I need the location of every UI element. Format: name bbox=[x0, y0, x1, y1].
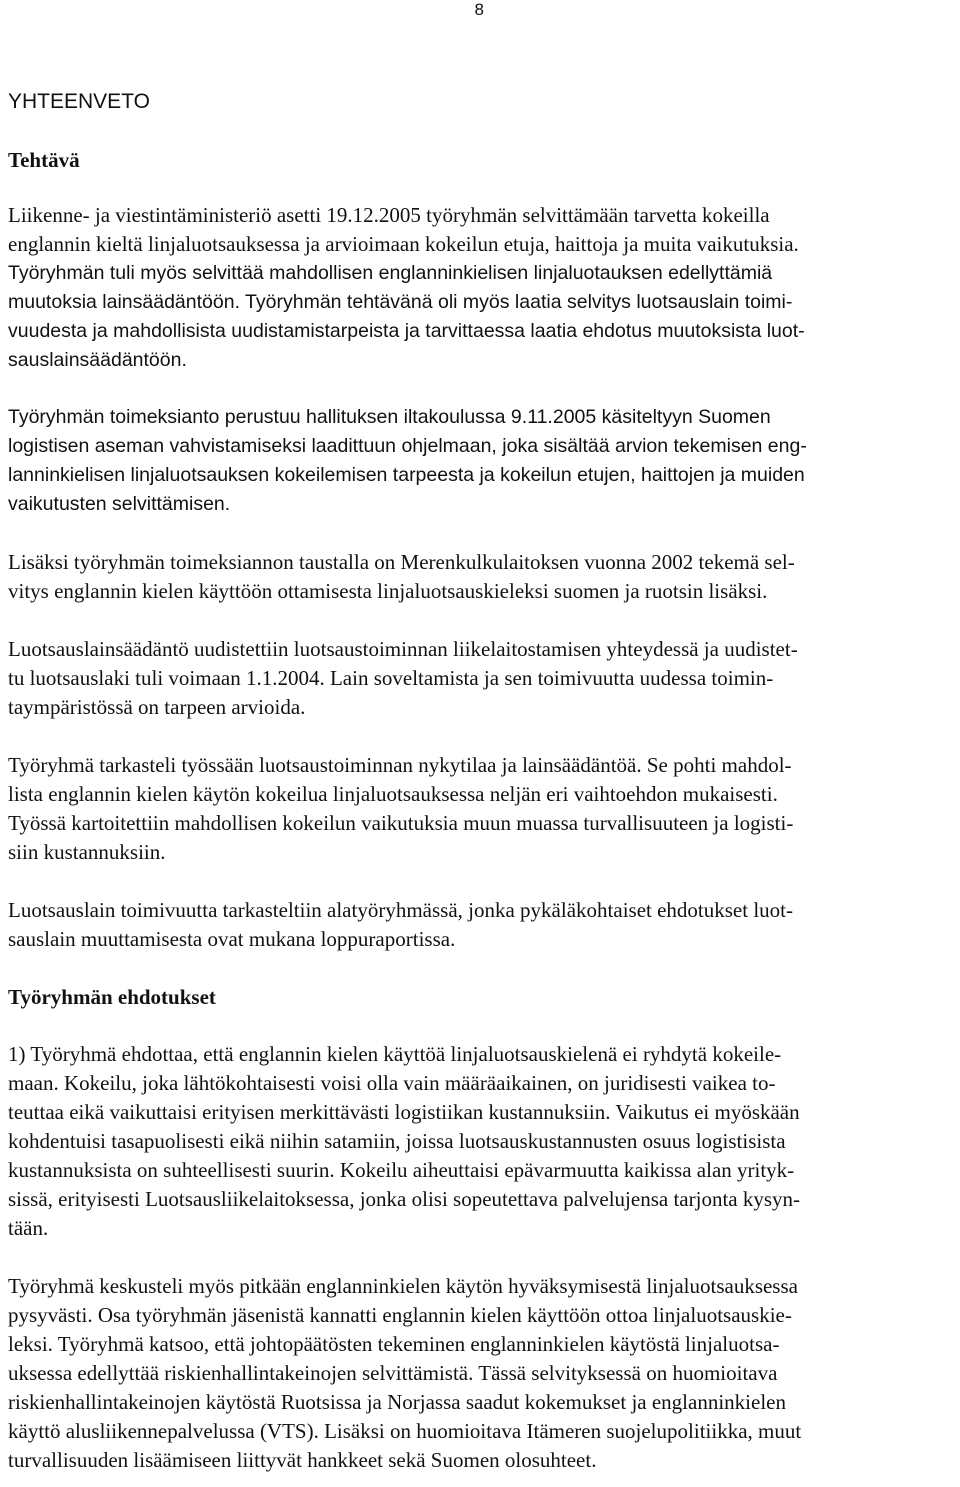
document-title: YHTEENVETO bbox=[8, 90, 150, 113]
text-line: Työryhmä tarkasteli työssään luotsaustoiminnan nykytilaa ja lainsäädäntöä. Se pohti mahdol- bbox=[8, 753, 792, 777]
text-line: vuudesta ja mahdollisista uudistamistarpeista ja tarvittaessa laatia ehdotus muutoksista luot- bbox=[8, 320, 805, 342]
text-line: englannin kieltä linjaluotsauksessa ja arvioimaan kokeilun etuja, haittoja ja muita vaikutuksia. bbox=[8, 232, 799, 256]
text-line: sauslain muuttamisesta ovat mukana loppuraportissa. bbox=[8, 927, 456, 951]
text-line: Työssä kartoitettiin mahdollisen kokeilun vaikutuksia muun muassa turvallisuuteen ja logisti- bbox=[8, 811, 794, 835]
text-line: lanninkielisen linjaluotsauksen kokeilemisen tarpeesta ja kokeilun etujen, haittojen ja muiden bbox=[8, 464, 805, 486]
text-line: tään. bbox=[8, 1216, 49, 1240]
text-line: turvallisuuden lisäämiseen liittyvät hankkeet sekä Suomen olosuhteet. bbox=[8, 1448, 597, 1472]
text-line: riskienhallintakeinojen käytöstä Ruotsissa ja Norjassa saadut kokemukset ja englanninkielen bbox=[8, 1390, 786, 1414]
text-line: Luotsauslainsäädäntö uudistettiin luotsaustoiminnan liikelaitostamisen yhteydessä ja uudistet- bbox=[8, 637, 798, 661]
paragraph bbox=[8, 1272, 956, 1475]
text-line: leksi. Työryhmä katsoo, että johtopäätösten tekeminen englanninkielen käytöstä linjaluotsa- bbox=[8, 1332, 780, 1356]
text-line: Luotsauslain toimivuutta tarkasteltiin alatyöryhmässä, jonka pykäläkohtaiset ehdotukset luot- bbox=[8, 898, 793, 922]
text-line: sissä, erityisesti Luotsausliikelaitoksessa, jonka olisi sopeutettava palvelujensa tarjonta kysyn- bbox=[8, 1187, 801, 1211]
text-line: Lisäksi työryhmän toimeksiannon taustalla on Merenkulkulaitoksen vuonna 2002 tekemä sel- bbox=[8, 550, 795, 574]
section-heading-ehdotukset: Työryhmän ehdotukset bbox=[8, 985, 216, 1009]
paragraph bbox=[8, 548, 956, 606]
text-line: lista englannin kielen käytön kokeilua linjaluotsauksessa neljän eri vaihtoehdon mukaisesti. bbox=[8, 782, 778, 806]
text-line: taympäristössä on tarpeen arvioida. bbox=[8, 695, 306, 719]
text-line: Työryhmän toimeksianto perustuu hallituksen iltakoulussa 9.11.2005 käsiteltyyn Suomen bbox=[8, 406, 771, 428]
text-line: käyttö alusliikennepalvelussa (VTS). Lisäksi on huomioitava Itämeren suojelupolitiikka, muut bbox=[8, 1419, 802, 1443]
paragraph bbox=[8, 751, 956, 867]
text-line: Työryhmän tuli myös selvittää mahdollisen englanninkielisen linjaluotauksen edellyttämiä bbox=[8, 262, 773, 284]
text-line: maan. Kokeilu, joka lähtökohtaisesti voisi olla vain määräaikainen, on juridisesti vaikea to- bbox=[8, 1071, 776, 1095]
text-line: uksessa edellyttää riskienhallintakeinojen selvittämistä. Tässä selvityksessä on huomioitava bbox=[8, 1361, 778, 1385]
text-line: vaikutusten selvittämisen. bbox=[8, 493, 231, 515]
text-line: muutoksia lainsäädäntöön. Työryhmän tehtävänä oli myös laatia selvitys luotsauslain toimi- bbox=[8, 291, 793, 313]
paragraph bbox=[8, 896, 956, 954]
text-line: sauslainsäädäntöön. bbox=[8, 349, 187, 371]
paragraph bbox=[8, 1040, 956, 1243]
text-line: pysyvästi. Osa työryhmän jäsenistä kannatti englannin kielen käyttöön ottoa linjaluotsauskie- bbox=[8, 1303, 792, 1327]
document-body bbox=[8, 88, 956, 1475]
text-line: tu luotsauslaki tuli voimaan 1.1.2004. Lain soveltamista ja sen toimivuutta uudessa toimin- bbox=[8, 666, 774, 690]
text-line: vitys englannin kielen käyttöön ottamisesta linjaluotsauskieleksi suomen ja ruotsin lisäksi. bbox=[8, 579, 768, 603]
section-heading-tehtava: Tehtävä bbox=[8, 148, 80, 172]
paragraph bbox=[8, 201, 956, 375]
text-line: Liikenne- ja viestintäministeriö asetti 19.12.2005 työryhmän selvittämään tarvetta kokeilla bbox=[8, 203, 770, 227]
paragraph bbox=[8, 635, 956, 722]
text-line: siin kustannuksiin. bbox=[8, 840, 166, 864]
page-number: 8 bbox=[474, 0, 484, 19]
text-line: teuttaa eikä vaikuttaisi erityisen merkittävästi logistiikan kustannuksiin. Vaikutus ei myöskään bbox=[8, 1100, 800, 1124]
text-line: kohdentuisi tasapuolisesti eikä niihin satamiin, joissa luotsauskustannusten osuus logistisista bbox=[8, 1129, 786, 1153]
text-line: Työryhmä keskusteli myös pitkään englanninkielen käytön hyväksymisestä linjaluotsauksessa bbox=[8, 1274, 798, 1298]
text-line: logistisen aseman vahvistamiseksi laadittuun ohjelmaan, joka sisältää arvion tekemisen eng- bbox=[8, 435, 807, 457]
text-line: kustannuksista on suhteellisesti suurin. Kokeilu aiheuttaisi epävarmuutta kaikissa alan yrityk- bbox=[8, 1158, 795, 1182]
paragraph bbox=[8, 403, 956, 519]
text-line: 1) Työryhmä ehdottaa, että englannin kielen käyttöä linjaluotsauskielenä ei ryhdytä kokeile- bbox=[8, 1042, 782, 1066]
